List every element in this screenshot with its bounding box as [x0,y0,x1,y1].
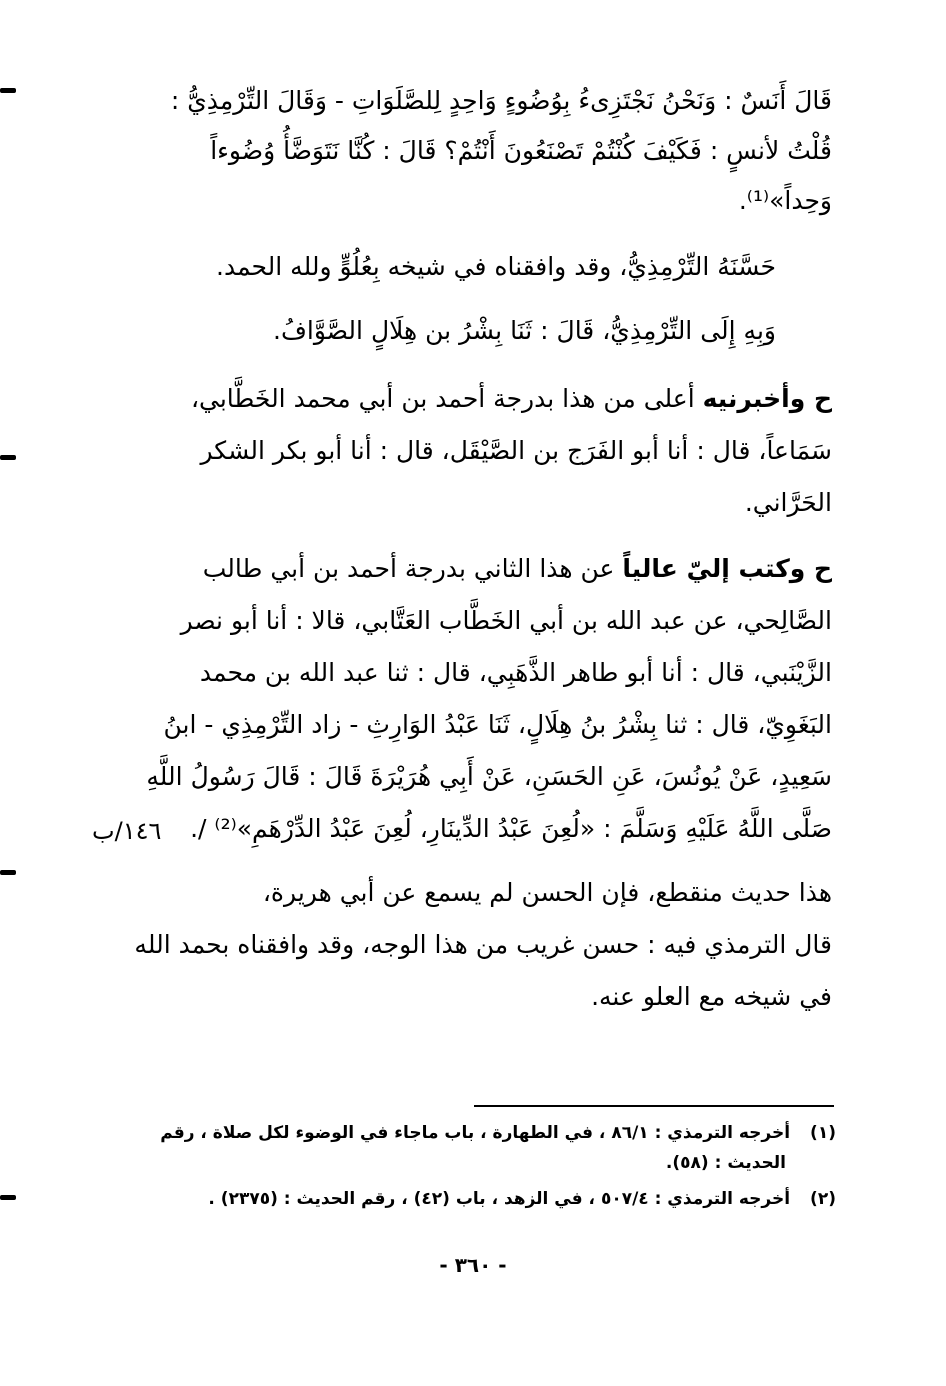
text-line-8: الحَرَّاني. [744,488,832,517]
text-line-7: سَمَاعاً، قال : أنا أبو الفَرَج بن الصَّيْقَل، قال : أنا أبو بكر الشكر [200,436,832,465]
text-line-6-rest: أعلى من هذا بدرجة أحمد بن أبي محمد الخَطَّابي، [190,384,695,413]
footnote-1-text: أخرجه الترمذي : ٨٦/١ ، في الطهارة ، باب ماجاء في الوضوء لكل صلاة ، رقم [160,1123,791,1143]
text-line-14: صَلَّى اللَّهُ عَلَيْهِ وَسَلَّمَ : «لُعِنَ عَبْدُ الدِّينَارِ، لُعِنَ عَبْدُ الدِّرْهَمِ»⁽²⁾ /. [190,814,832,843]
text-line-6 [191,382,832,416]
text-line-16: قال الترمذي فيه : حسن غريب من هذا الوجه، وقد وافقناه بحمد الله [134,930,832,959]
text-line-13: سَعِيدٍ، عَنْ يُونُسَ، عَنِ الحَسَنِ، عَنْ أَبِي هُرَيْرَةَ قَالَ : قَالَ رَسُولُ اللَّهِ [146,762,832,791]
text-line-5: وَبِهِ إِلَى التِّرْمِذِيُّ، قَالَ : ثَنَا بِشْرُ بن هِلَالٍ الصَّوَّافُ. [273,316,776,345]
text-line-3: وَحِداً»⁽¹⁾. [738,186,832,215]
scan-edge-mark [0,88,16,93]
footnote-separator [474,1105,834,1107]
paragraph-lead-1: ح وأخبرنيه [702,384,832,413]
footnote-2-line-1 [208,1186,836,1212]
text-line-15: هذا حديث منقطع، فإن الحسن لم يسمع عن أبي هريرة، [262,878,832,907]
scan-edge-mark [0,870,16,875]
text-line-11: الزَّيْنَبي، قال : أنا أبو طاهر الذَّهَبِي، قال : ثنا عبد الله بن محمد [199,658,832,687]
text-line-9-rest: عن هذا الثاني بدرجة أحمد بن أبي طالب [202,554,615,583]
text-line-12: البَغَوِيّ، قال : ثنا بِشْرُ بنُ هِلَالٍ، ثَنَا عَبْدُ الوَارِثِ - زاد التِّرْمِذِي - ابنُ [163,710,832,739]
text-line-2: قُلْتُ لأنسٍ : فَكَيْفَ كُنْتُمْ تَصْنَعُونَ أَنْتُمْ؟ قَالَ : كُنَّا نَتَوَضَّأُ وُضُوءاً [210,136,832,165]
footnote-1-line-2: الحديث : (٥٨). [665,1153,786,1173]
text-line-10: الصَّالِحي، عن عبد الله بن أبي الخَطَّاب العَتَّابي، قالا : أنا أبو نصر [180,606,832,635]
scan-edge-mark [0,455,16,460]
text-line-17: في شيخه مع العلو عنه. [591,982,832,1011]
folio-margin-note: ١٤٦/ب [92,817,162,845]
footnote-1-line-1 [160,1120,836,1146]
text-line-4: حَسَّنَهُ التِّرْمِذِيُّ، وقد وافقناه في شيخه بِعُلُوٍّ ولله الحمد. [216,252,776,281]
footnote-1-number: (١) [810,1123,836,1143]
footnote-2-number: (٢) [810,1189,836,1209]
footnote-2-text: أخرجه الترمذي : ٥٠٧/٤ ، في الزهد ، باب (٤٢) ، رقم الحديث : (٢٣٧٥) . [208,1189,791,1209]
text-line-1: قَالَ أَنَسٌ : وَنَحْنُ نَجْتَزِىءُ بِوُضُوءٍ وَاحِدٍ لِلصَّلَوَاتِ - وَقَالَ التِّرْمِذِيُّ : [170,86,832,115]
text-line-9 [203,552,832,586]
scan-edge-mark [0,1195,16,1200]
page-number: - ٣٦٠ - [439,1253,507,1277]
paragraph-lead-2: ح وكتب إليّ عالياً [622,554,832,583]
